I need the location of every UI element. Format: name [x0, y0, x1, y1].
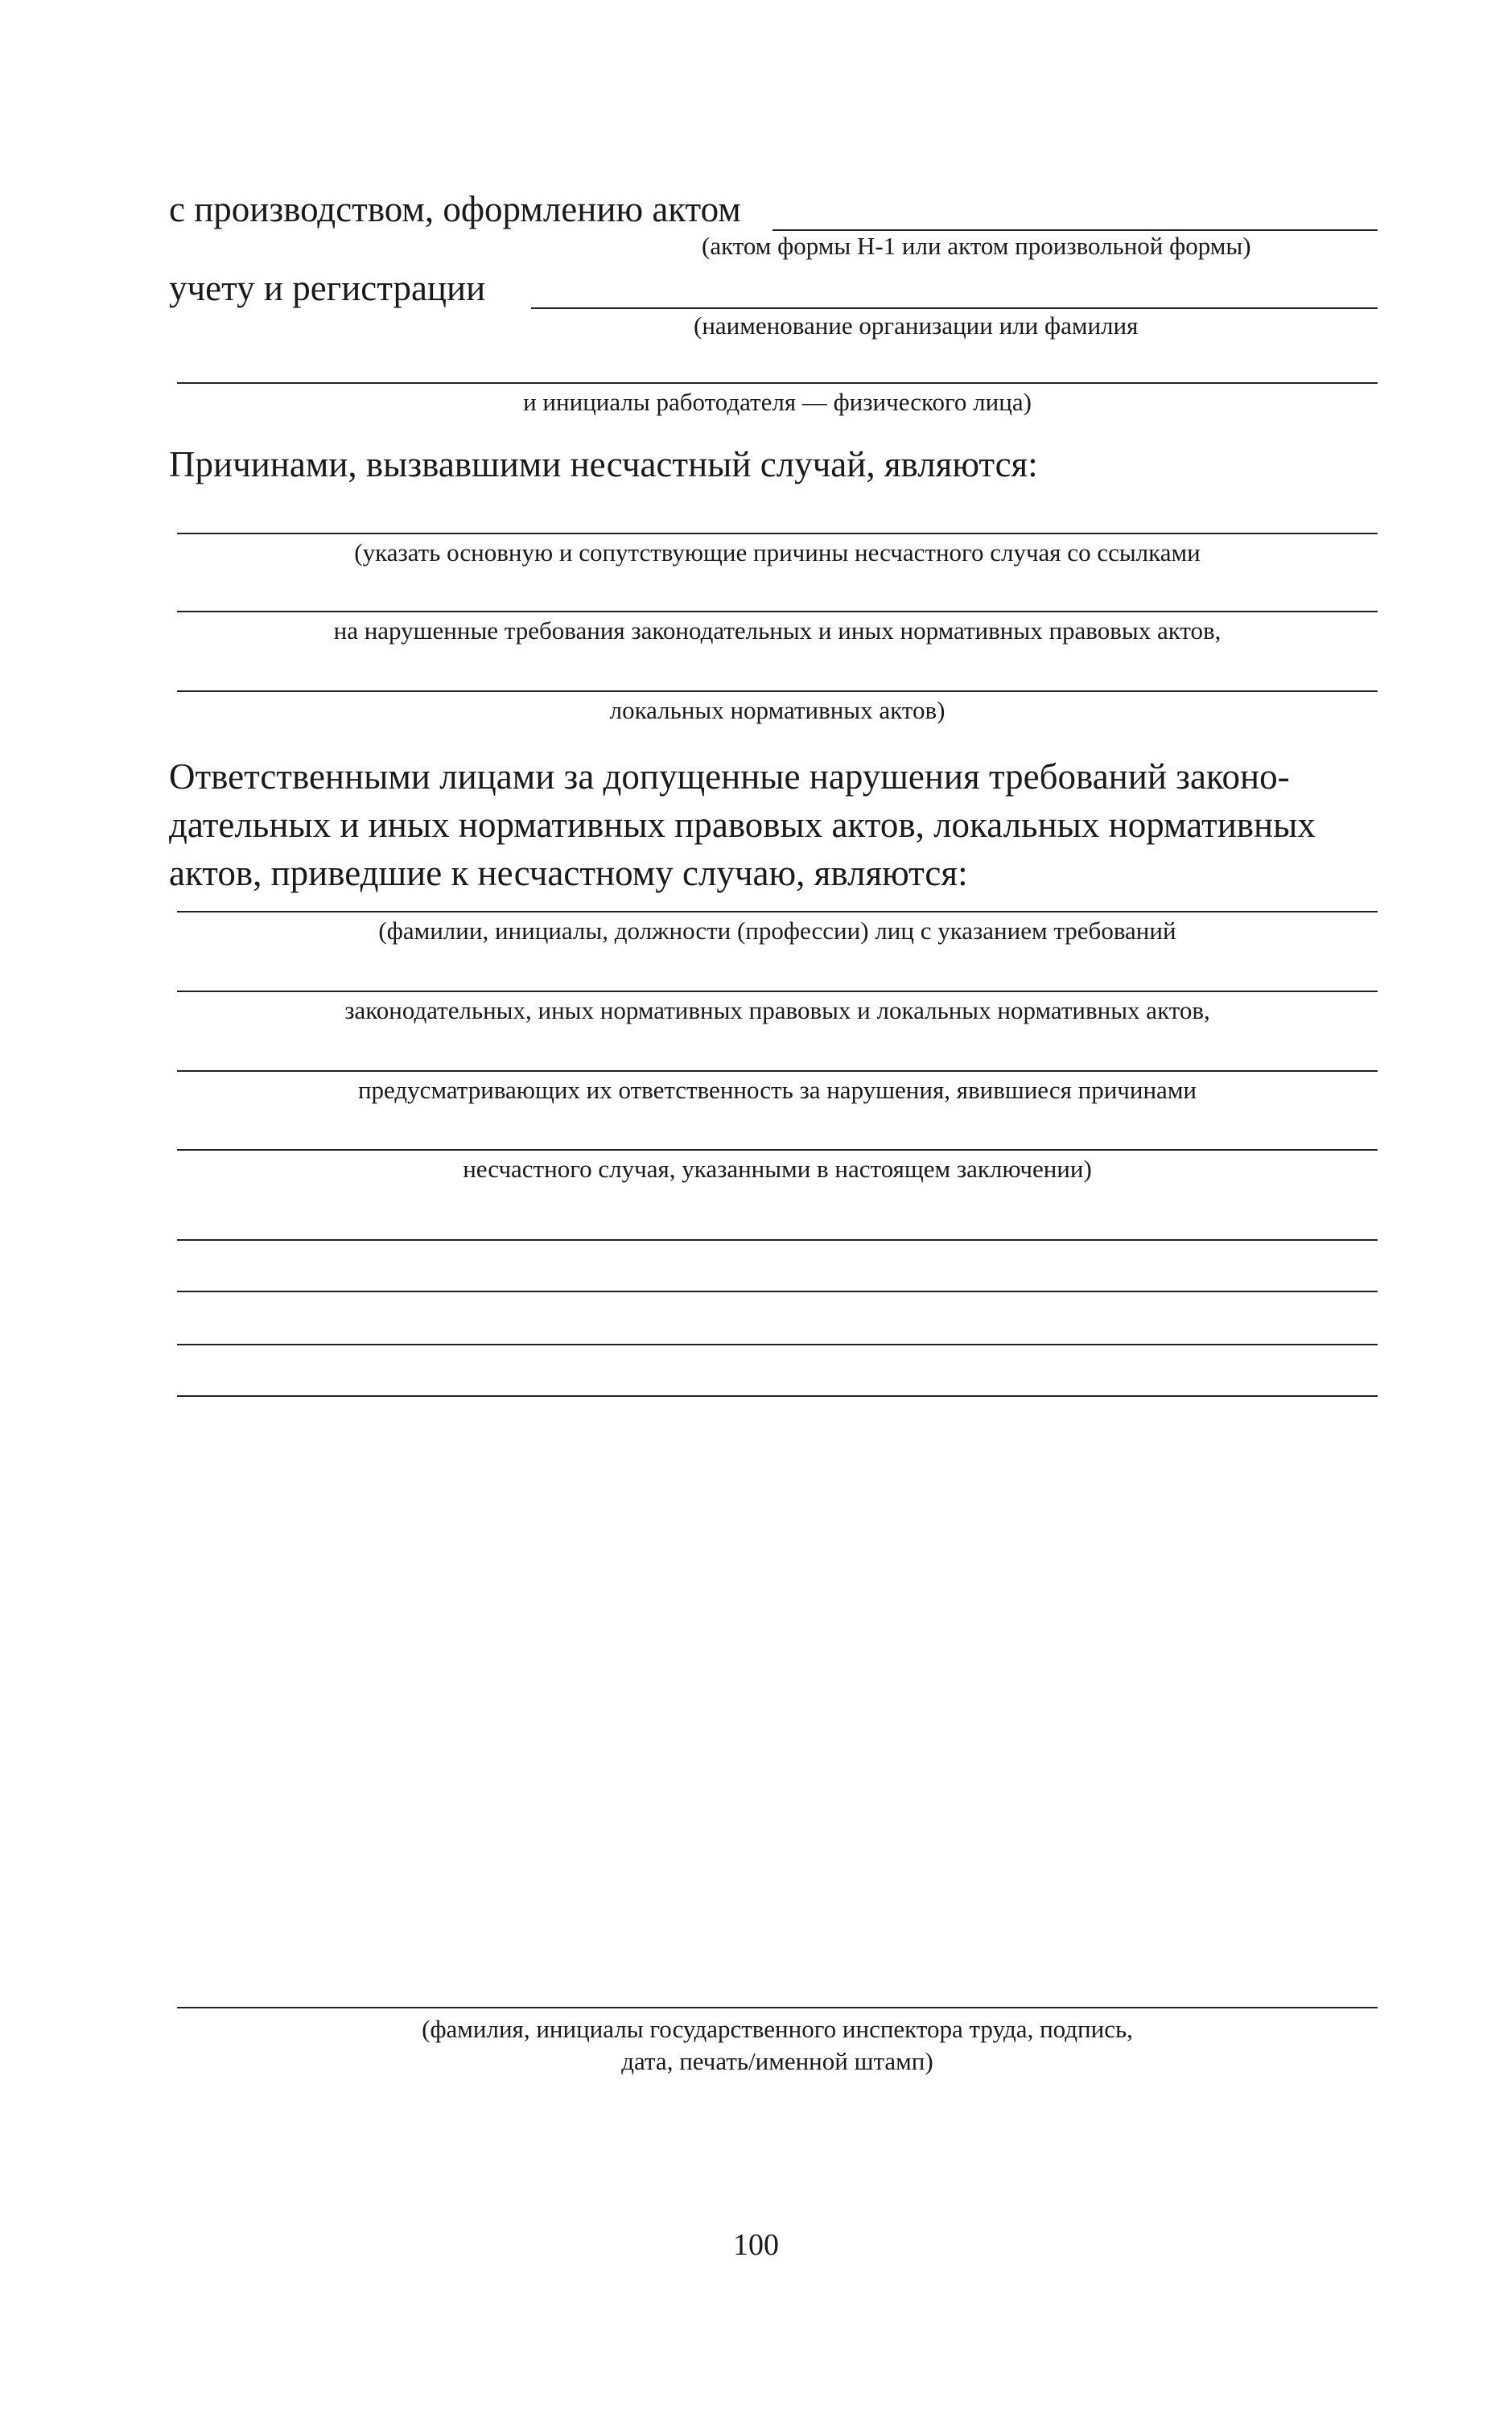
causes-fill-line-3: [177, 690, 1378, 692]
responsible-caption-2: законодательных, иных нормативных правовых и локальных нормативных актов,: [344, 996, 1210, 1024]
act-form-fill-line: [772, 229, 1378, 231]
signature-caption: [177, 2013, 1378, 2078]
signature-caption-line-1: (фамилия, инициалы государственного инспектора труда, подпись,: [422, 2015, 1133, 2043]
responsible-heading-line-3: актов, приведшие к несчастному случаю, являются:: [169, 853, 968, 893]
act-form-caption: (актом формы Н-1 или актом произвольной формы): [702, 232, 1251, 260]
responsible-heading-line-2: дательных и иных нормативных правовых актов, локальных нормативных: [169, 805, 1316, 845]
organization-fill-line: [531, 307, 1378, 309]
registration-line-1: с производством, оформлению актом: [169, 189, 741, 229]
blank-fill-line-4: [177, 1395, 1378, 1397]
signature-fill-line: [177, 2007, 1378, 2008]
causes-fill-line-2: [177, 611, 1378, 612]
blank-fill-line-1: [177, 1239, 1378, 1241]
causes-heading: Причинами, вызвавшими несчастный случай, являются:: [169, 444, 1038, 484]
signature-caption-line-2: дата, печать/именной штамп): [621, 2047, 933, 2075]
responsible-fill-line-3: [177, 1070, 1378, 1072]
page-number: 100: [733, 2228, 779, 2262]
responsible-caption-4: несчастного случая, указанными в настоящем заключении): [463, 1155, 1092, 1183]
responsible-heading: [169, 752, 1382, 897]
responsible-caption-3: предусматривающих их ответственность за нарушения, явившиеся причинами: [357, 1076, 1197, 1104]
responsible-heading-line-1: Ответственными лицами за допущенные нарушения требований законо-: [169, 756, 1290, 797]
responsible-fill-line-2: [177, 991, 1378, 992]
employer-caption: и инициалы работодателя — физического лица): [523, 388, 1032, 416]
responsible-fill-line-4: [177, 1149, 1378, 1151]
responsible-fill-line-1: [177, 911, 1378, 912]
causes-caption-3: локальных нормативных актов): [609, 696, 946, 724]
responsible-caption-1: (фамилии, инициалы, должности (профессии) лиц с указанием требований: [378, 917, 1176, 945]
causes-caption-1: (указать основную и сопутствующие причины несчастного случая со ссылками: [354, 538, 1201, 566]
registration-line-2: учету и регистрации: [169, 268, 486, 308]
causes-caption-2: на нарушенные требования законодательных и иных нормативных правовых актов,: [333, 616, 1222, 645]
blank-fill-line-2: [177, 1291, 1378, 1292]
causes-fill-line-1: [177, 533, 1378, 534]
employer-fill-line: [177, 382, 1378, 384]
organization-caption: (наименование организации или фамилия: [694, 311, 1139, 340]
blank-fill-line-3: [177, 1344, 1378, 1345]
